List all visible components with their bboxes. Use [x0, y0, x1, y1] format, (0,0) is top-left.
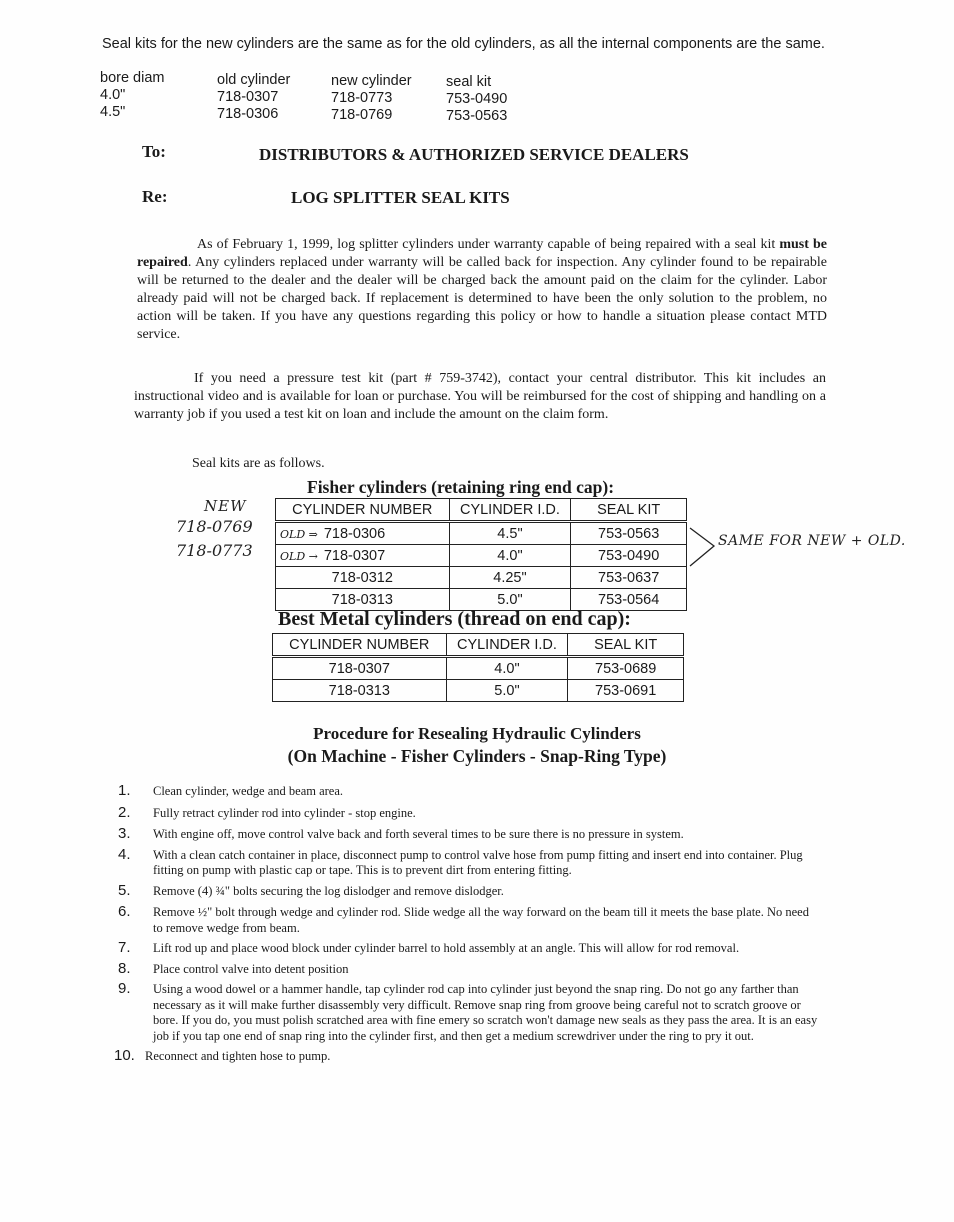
- procedure-step: [118, 803, 818, 822]
- table-row: [273, 657, 684, 680]
- seal-kit-cell: 753-0490: [571, 545, 687, 567]
- table-row: [276, 522, 687, 545]
- table-row: [276, 567, 687, 589]
- seal-kit-cell: 753-0691: [568, 680, 684, 702]
- table-row: [273, 680, 684, 702]
- old-cylinder-cell: 718-0307: [217, 89, 279, 105]
- procedure-steps-list: [114, 782, 818, 1065]
- re-value: LOG SPLITTER SEAL KITS: [291, 188, 510, 207]
- handwritten-new-label: NEW: [204, 497, 247, 515]
- procedure-step: [118, 784, 818, 800]
- step-text: Remove (4) ¾" bolts securing the log dislodger and remove dislodger.: [153, 883, 504, 898]
- table-header-row: [276, 499, 687, 522]
- step-number: 9.: [118, 980, 131, 997]
- bore-cell: 4.0": [100, 87, 126, 103]
- policy-text-end: . Any cylinders replaced under warranty will be called back for inspection. Any cylinder found to be repairable will be returned to the dealer and the dealer will be charged back the amount paid on the claim for the cylinder. Labor already paid will not be charged back. If replacement is determined to have been the only solution to the problem, no action will be taken. If you have any questions regarding this policy or how to handle a situation please contact MTD service.: [137, 255, 827, 342]
- procedure-step: [118, 941, 818, 957]
- procedure-step: [118, 959, 818, 978]
- fisher-table-title: Fisher cylinders (retaining ring end cap):: [307, 477, 615, 497]
- step-number: 10.: [114, 1047, 135, 1064]
- procedure-step: [118, 827, 818, 843]
- old-cylinder-column: [217, 72, 290, 123]
- bore-column: [100, 70, 164, 121]
- cylinder-id-cell: 4.0": [449, 545, 571, 567]
- old-cylinder-cell: 718-0306: [217, 106, 279, 122]
- column-header: CYLINDER NUMBER: [273, 634, 447, 657]
- table-row: [276, 545, 687, 567]
- seal-kit-cell: 753-0563: [446, 108, 508, 124]
- cylinder-number: 718-0307: [323, 547, 386, 564]
- to-label: To:: [142, 142, 166, 161]
- cylinder-id-cell: 5.0": [446, 680, 568, 702]
- handwritten-bracket-icon: [688, 526, 718, 568]
- seal-kit-cell: 753-0490: [446, 91, 508, 107]
- cylinder-number-cell: 718-0313: [276, 589, 450, 611]
- step-number: 8.: [118, 959, 131, 977]
- re-label: Re:: [142, 187, 168, 206]
- handwritten-old-note: OLD →: [280, 549, 318, 563]
- step-number: 1.: [118, 782, 131, 799]
- step-text: Lift rod up and place wood block under cylinder barrel to hold assembly at an angle. This will allow for rod removal.: [153, 941, 740, 955]
- procedure-subtitle: (On Machine - Fisher Cylinders - Snap-Ring Type): [287, 746, 667, 766]
- procedure-title: Procedure for Resealing Hydraulic Cylinders: [313, 724, 641, 743]
- bore-header: bore diam: [100, 70, 165, 86]
- procedure-step: [118, 845, 818, 879]
- best-metal-table-title: Best Metal cylinders (thread on end cap):: [278, 608, 631, 630]
- step-number: 7.: [118, 939, 131, 956]
- cylinder-number-cell: 718-0307: [273, 657, 447, 680]
- seal-kit-cell: 753-0689: [568, 657, 684, 680]
- column-header: CYLINDER I.D.: [446, 634, 568, 657]
- step-text: Place control valve into detent position: [153, 961, 349, 976]
- seal-kit-header: seal kit: [446, 74, 492, 90]
- step-number: 4.: [118, 845, 131, 863]
- cylinder-id-cell: 4.0": [446, 657, 568, 680]
- test-kit-text: If you need a pressure test kit (part # 759-3742), contact your central distributor. This kit includes an instructional video and is available for loan or purchase. You will be reimbursed for the cost of shipping and handling on a warranty job if you used a test kit on loan and include the amount on the claim form.: [134, 371, 826, 422]
- step-text: Reconnect and tighten hose to pump.: [145, 1049, 331, 1063]
- cylinder-number-cell: 718-0312: [276, 567, 450, 589]
- policy-emphasis: must be repaired: [137, 237, 827, 270]
- step-text: With engine off, move control valve back and forth several times to be sure there is no pressure in system.: [153, 827, 684, 841]
- cylinder-number: 718-0306: [323, 525, 386, 542]
- table-header-row: [273, 634, 684, 657]
- seal-kit-cell: 753-0637: [571, 567, 687, 589]
- step-text: Using a wood dowel or a hammer handle, tap cylinder rod cap into cylinder just beyond the snap ring. Do not go any farther than necessary as it will make further disassembly very difficult. Remove snap ring from groove being careful not to scratch groove or bore. If you do, you must polish scratched area with fine emery so scratch won't damage new seals as they pass the area. It is an easy job if you tap one end of snap ring into the cylinder first, and then get a medium screwdriver under the ring to pry it out.: [153, 982, 818, 1043]
- policy-paragraph: [137, 236, 827, 344]
- procedure-step: [118, 905, 818, 936]
- cylinder-number-cell: [276, 545, 450, 567]
- fisher-seal-kit-table: [275, 498, 687, 611]
- policy-text-start: As of February 1, 1999, log splitter cylinders under warranty capable of being repaired with a seal kit: [197, 237, 780, 252]
- old-cylinder-header: old cylinder: [217, 72, 291, 88]
- handwritten-same-note: SAME FOR NEW + OLD.: [718, 533, 906, 549]
- column-header: CYLINDER NUMBER: [276, 499, 450, 522]
- seal-kit-cell: 753-0563: [571, 522, 687, 545]
- column-header: SEAL KIT: [568, 634, 684, 657]
- cylinder-number-cell: 718-0313: [273, 680, 447, 702]
- handwritten-old-note: OLD ⇒: [280, 527, 318, 541]
- step-number: 6.: [118, 903, 131, 920]
- bore-cell: 4.5": [100, 104, 126, 120]
- procedure-step: [118, 982, 818, 1044]
- handwritten-new-number: 718-0769: [176, 517, 253, 536]
- new-cylinder-cell: 718-0773: [331, 90, 393, 106]
- procedure-step: [114, 1049, 818, 1065]
- seal-kits-intro: Seal kits are as follows.: [192, 456, 325, 471]
- step-text: Clean cylinder, wedge and beam area.: [153, 784, 344, 798]
- step-text: Remove ½" bolt through wedge and cylinder rod. Slide wedge all the way forward on the beam till it meets the base plate. No need to remove wedge from beam.: [153, 905, 809, 935]
- intro-note: Seal kits for the new cylinders are the same as for the old cylinders, as all the internal components are the same.: [102, 36, 825, 52]
- cylinder-id-cell: 4.25": [449, 567, 571, 589]
- step-text: Fully retract cylinder rod into cylinder - stop engine.: [153, 805, 416, 820]
- seal-kit-cell: 753-0564: [571, 589, 687, 611]
- step-number: 2.: [118, 803, 131, 821]
- new-cylinder-column: [331, 73, 412, 124]
- column-header: CYLINDER I.D.: [449, 499, 571, 522]
- best-metal-seal-kit-table: [272, 633, 684, 702]
- cylinder-number-cell: [276, 522, 450, 545]
- step-number: 5.: [118, 881, 131, 899]
- to-value: DISTRIBUTORS & AUTHORIZED SERVICE DEALERS: [259, 145, 689, 164]
- new-cylinder-header: new cylinder: [331, 73, 412, 89]
- cylinder-id-cell: 5.0": [449, 589, 571, 611]
- step-number: 3.: [118, 825, 131, 842]
- step-text: With a clean catch container in place, disconnect pump to control valve hose from pump fitting and insert end into container. Plug fitting on pump with plastic cap or tape. This is to prevent dirt from entering fitting.: [153, 847, 803, 877]
- procedure-step: [118, 881, 818, 900]
- cylinder-id-cell: 4.5": [449, 522, 571, 545]
- new-cylinder-cell: 718-0769: [331, 107, 393, 123]
- column-header: SEAL KIT: [571, 499, 687, 522]
- handwritten-new-number: 718-0773: [176, 541, 253, 560]
- test-kit-paragraph: [134, 370, 826, 424]
- seal-kit-column: [446, 74, 507, 125]
